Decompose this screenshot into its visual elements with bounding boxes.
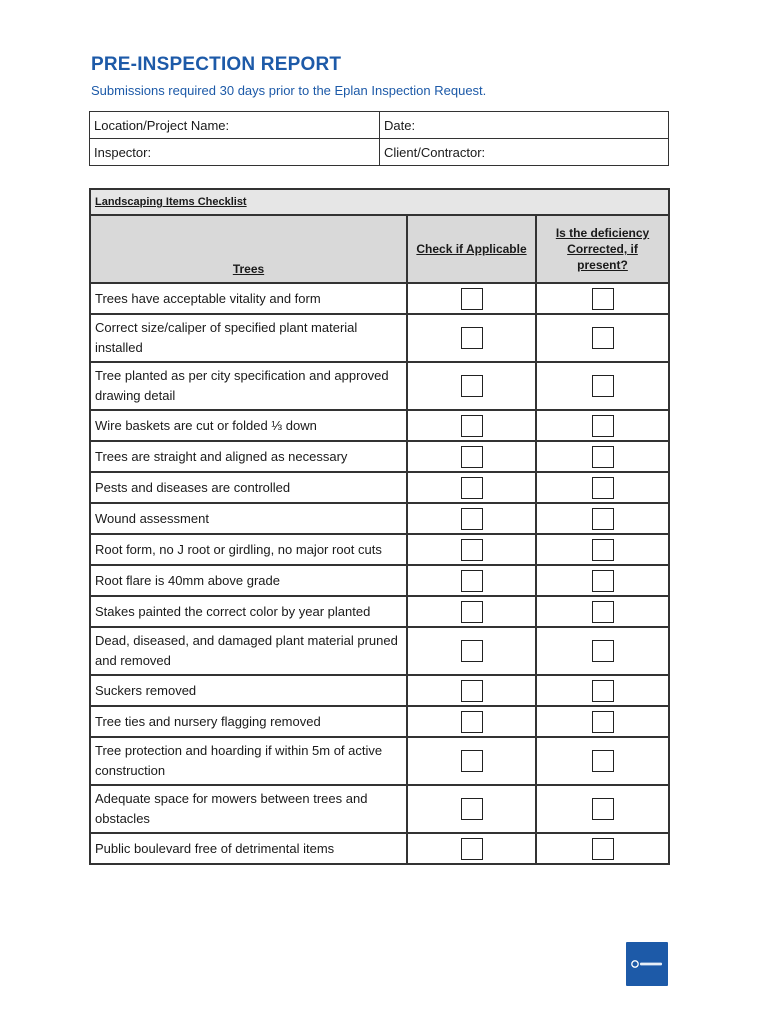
checklist-row [90, 314, 669, 362]
applicable-checkbox-cell [407, 675, 536, 706]
checklist-item-label: Tree planted as per city specification and approved drawing detail [90, 362, 407, 410]
checklist-item-label: Suckers removed [90, 675, 407, 706]
date-label: Date: [384, 117, 416, 133]
checklist-item-label: Adequate space for mowers between trees and obstacles [90, 785, 407, 833]
applicable-checkbox[interactable] [461, 640, 483, 662]
corrected-checkbox-cell [536, 503, 669, 534]
checklist-row [90, 410, 669, 441]
checklist-item-label: Public boulevard free of detrimental items [90, 833, 407, 864]
column-header-corrected [536, 215, 669, 283]
checklist-item-label: Dead, diseased, and damaged plant material pruned and removed [90, 627, 407, 675]
corrected-checkbox[interactable] [592, 508, 614, 530]
applicable-checkbox-cell [407, 737, 536, 785]
applicable-checkbox[interactable] [461, 446, 483, 468]
checklist-item-label: Correct size/caliper of specified plant material installed [90, 314, 407, 362]
checklist-row [90, 565, 669, 596]
corrected-checkbox-cell [536, 675, 669, 706]
corrected-checkbox-cell [536, 534, 669, 565]
corrected-checkbox[interactable] [592, 539, 614, 561]
corrected-checkbox-cell [536, 283, 669, 314]
applicable-checkbox[interactable] [461, 327, 483, 349]
checklist-row [90, 441, 669, 472]
checklist-row [90, 675, 669, 706]
checklist-row [90, 833, 669, 864]
applicable-checkbox[interactable] [461, 375, 483, 397]
applicable-checkbox-cell [407, 596, 536, 627]
checklist-row [90, 627, 669, 675]
corrected-checkbox[interactable] [592, 415, 614, 437]
corrected-checkbox-cell [536, 833, 669, 864]
corrected-checkbox[interactable] [592, 640, 614, 662]
checklist-item-label: Root form, no J root or girdling, no major root cuts [90, 534, 407, 565]
corrected-checkbox[interactable] [592, 288, 614, 310]
applicable-checkbox[interactable] [461, 798, 483, 820]
corrected-checkbox[interactable] [592, 375, 614, 397]
checklist-row [90, 362, 669, 410]
corrected-checkbox[interactable] [592, 570, 614, 592]
edmonton-logo [626, 942, 668, 986]
applicable-checkbox[interactable] [461, 601, 483, 623]
corrected-checkbox[interactable] [592, 327, 614, 349]
checklist-section-title: Landscaping Items Checklist [90, 189, 669, 215]
corrected-checkbox[interactable] [592, 798, 614, 820]
corrected-checkbox-cell [536, 441, 669, 472]
corrected-checkbox[interactable] [592, 838, 614, 860]
checklist-row [90, 785, 669, 833]
landscaping-checklist-table [89, 188, 670, 865]
checklist-row [90, 283, 669, 314]
corrected-checkbox-cell [536, 706, 669, 737]
checklist-item-label: Pests and diseases are controlled [90, 472, 407, 503]
checklist-row [90, 472, 669, 503]
checklist-item-label: Root flare is 40mm above grade [90, 565, 407, 596]
corrected-checkbox[interactable] [592, 711, 614, 733]
checklist-item-label: Trees have acceptable vitality and form [90, 283, 407, 314]
checklist-item-label: Trees are straight and aligned as necessary [90, 441, 407, 472]
corrected-checkbox[interactable] [592, 750, 614, 772]
corrected-checkbox[interactable] [592, 446, 614, 468]
checklist-row [90, 534, 669, 565]
corrected-checkbox-cell [536, 737, 669, 785]
corrected-checkbox-cell [536, 314, 669, 362]
applicable-checkbox-cell [407, 833, 536, 864]
applicable-checkbox-cell [407, 410, 536, 441]
checklist-item-label: Wound assessment [90, 503, 407, 534]
corrected-checkbox-cell [536, 596, 669, 627]
applicable-checkbox[interactable] [461, 508, 483, 530]
checklist-item-label: Tree protection and hoarding if within 5m of active construction [90, 737, 407, 785]
applicable-checkbox-cell [407, 472, 536, 503]
applicable-checkbox-cell [407, 627, 536, 675]
edmonton-logo-mark [630, 957, 664, 971]
checklist-item-label: Wire baskets are cut or folded ⅓ down [90, 410, 407, 441]
checklist-row [90, 596, 669, 627]
applicable-checkbox[interactable] [461, 838, 483, 860]
applicable-checkbox-cell [407, 314, 536, 362]
corrected-checkbox[interactable] [592, 680, 614, 702]
client-label: Client/Contractor: [384, 144, 486, 160]
checklist-item-label: Tree ties and nursery flagging removed [90, 706, 407, 737]
applicable-checkbox-cell [407, 283, 536, 314]
checklist-row [90, 503, 669, 534]
applicable-checkbox-cell [407, 706, 536, 737]
applicable-checkbox[interactable] [461, 750, 483, 772]
corrected-checkbox-cell [536, 785, 669, 833]
date-field[interactable] [380, 112, 669, 139]
checklist-item-label: Stakes painted the correct color by year planted [90, 596, 407, 627]
applicable-checkbox-cell [407, 362, 536, 410]
column-header-trees: Trees [90, 215, 407, 283]
corrected-checkbox-cell [536, 410, 669, 441]
inspector-label: Inspector: [94, 144, 152, 160]
corrected-checkbox-cell [536, 565, 669, 596]
location-field[interactable] [90, 112, 380, 139]
inspector-field[interactable] [90, 139, 380, 166]
applicable-checkbox[interactable] [461, 288, 483, 310]
project-info-table [89, 111, 669, 166]
corrected-checkbox[interactable] [592, 601, 614, 623]
applicable-checkbox[interactable] [461, 415, 483, 437]
applicable-checkbox[interactable] [461, 570, 483, 592]
applicable-checkbox-cell [407, 503, 536, 534]
column-header-applicable: Check if Applicable [407, 215, 536, 283]
applicable-checkbox[interactable] [461, 539, 483, 561]
applicable-checkbox-cell [407, 785, 536, 833]
applicable-checkbox-cell [407, 441, 536, 472]
applicable-checkbox[interactable] [461, 680, 483, 702]
page-title: PRE-INSPECTION REPORT [91, 54, 342, 75]
page-subtitle: Submissions required 30 days prior to the Eplan Inspection Request. [91, 83, 487, 98]
checklist-row [90, 706, 669, 737]
corrected-checkbox-cell [536, 472, 669, 503]
column-header-corrected-text: Is the deficiency Corrected, if present? [555, 226, 650, 272]
applicable-checkbox[interactable] [461, 711, 483, 733]
corrected-checkbox-cell [536, 362, 669, 410]
applicable-checkbox[interactable] [461, 477, 483, 499]
checklist-row [90, 737, 669, 785]
corrected-checkbox[interactable] [592, 477, 614, 499]
client-field[interactable] [380, 139, 669, 166]
applicable-checkbox-cell [407, 534, 536, 565]
applicable-checkbox-cell [407, 565, 536, 596]
corrected-checkbox-cell [536, 627, 669, 675]
location-label: Location/Project Name: [94, 117, 230, 133]
